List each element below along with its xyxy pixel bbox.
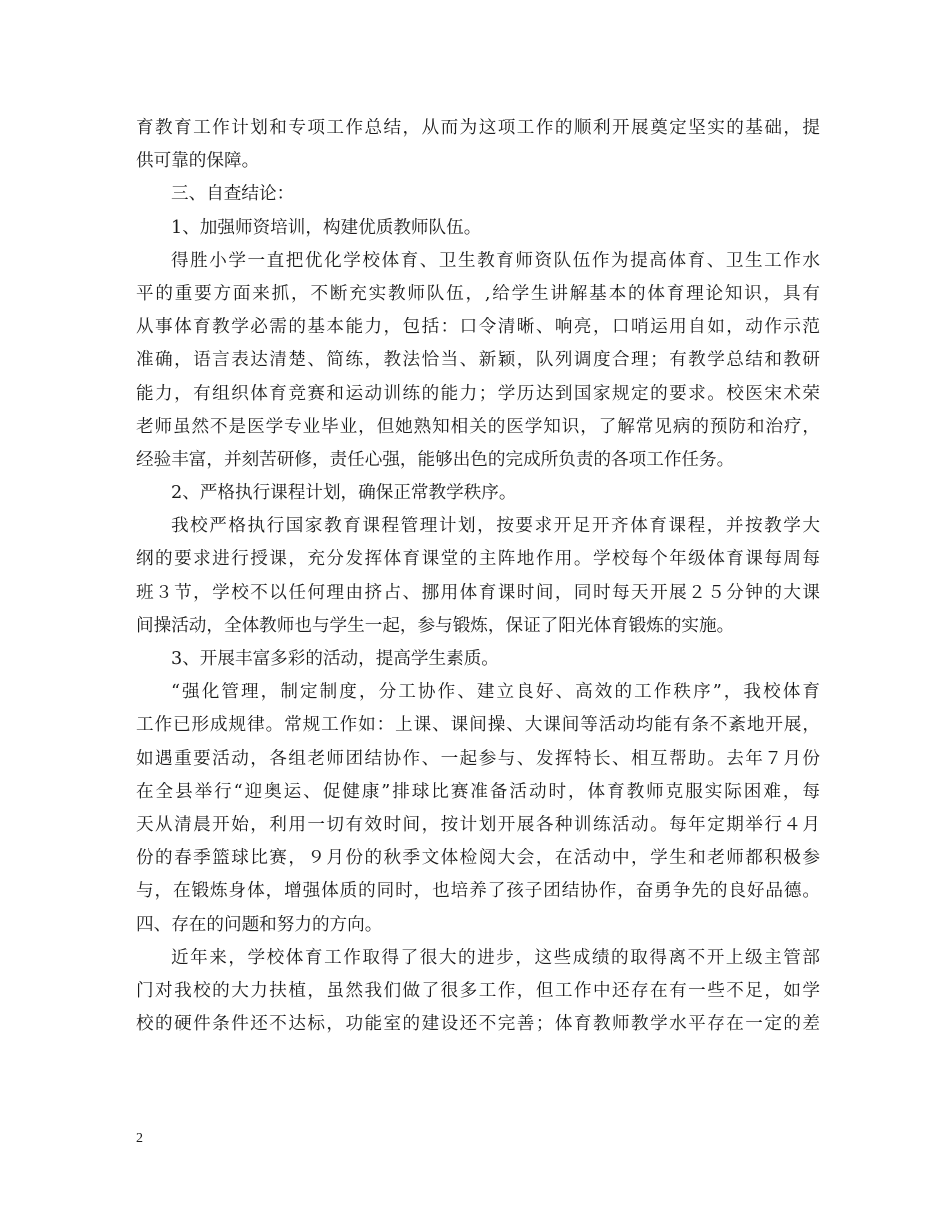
text-line: 三、自查结论： — [171, 184, 295, 205]
text-line: 份的春季篮球比赛，９月份的秋季文体检阅大会，在活动中，学生和老师都积极参 — [136, 848, 820, 869]
text-line: 门对我校的大力扶植，虽然我们做了很多工作，但工作中还存在有一些不足，如学 — [136, 980, 820, 1001]
text-line: 2、严格执行课程计划，确保正常教学秩序。 — [171, 483, 517, 504]
text-line: 间操活动，全体教师也与学生一起，参与锻炼，保证了阳光体育锻炼的实施。 — [136, 615, 735, 636]
text-line: 校的硬件条件还不达标，功能室的建设还不完善；体育教师教学水平存在一定的差 — [136, 1014, 820, 1035]
text-line: 在全县举行“迎奥运、促健康”排球比赛准备活动时，体育教师克服实际困难，每 — [136, 781, 820, 802]
text-line: 纲的要求进行授课，充分发挥体育课堂的主阵地作用。学校每个年级体育课每周每 — [136, 549, 820, 570]
text-line: 四、存在的问题和努力的方向。 — [136, 914, 383, 935]
text-line: 近年来，学校体育工作取得了很大的进步，这些成绩的取得离不开上级主管部 — [171, 947, 820, 968]
page-number: 2 — [136, 1131, 143, 1146]
text-line: 1、加强师资培训，构建优质教师队伍。 — [171, 217, 482, 238]
text-line: 如遇重要活动，各组老师团结协作、一起参与、发挥特长、相互帮助。去年７月份 — [136, 748, 820, 769]
text-line: 3、开展丰富多彩的活动，提高学生素质。 — [171, 649, 499, 669]
text-line: 天从清晨开始，利用一切有效时间，按计划开展各种训练活动。每年定期举行４月 — [136, 814, 820, 835]
text-line: 经验丰富，并刻苦研修，责任心强，能够出色的完成所负责的各项工作任务。 — [136, 449, 735, 470]
text-line: 从事体育教学必需的基本能力，包括：口令清晰、响亮，口哨运用自如，动作示范 — [136, 317, 820, 338]
text-line: 与，在锻炼身体，增强体质的同时，也培养了孩子团结协作，奋勇争先的良好品德。 — [136, 881, 820, 902]
text-line: 平的重要方面来抓，不断充实教师队伍，,给学生讲解基本的体育理论知识，具有 — [136, 283, 820, 304]
text-line: 工作已形成规律。常规工作如：上课、课间操、大课间等活动均能有条不紊地开展， — [136, 715, 820, 736]
text-line: 老师虽然不是医学专业毕业，但她熟知相关的医学知识，了解常见病的预防和治疗， — [136, 416, 820, 437]
text-line: 育教育工作计划和专项工作总结，从而为这项工作的顺利开展奠定坚实的基础，提 — [136, 118, 820, 138]
text-line: 能力，有组织体育竞赛和运动训练的能力；学历达到国家规定的要求。校医宋术荣 — [136, 383, 820, 404]
document-body — [136, 112, 820, 1041]
text-line: 准确，语言表达清楚、简练，教法恰当、新颖，队列调度合理；有教学总结和教研 — [136, 350, 820, 371]
text-line: 得胜小学一直把优化学校体育、卫生教育师资队伍作为提高体育、卫生工作水 — [171, 250, 820, 271]
text-line: 供可靠的保障。 — [136, 151, 260, 172]
text-line: 班３节，学校不以任何理由挤占、挪用体育课时间，同时每天开展２５分钟的大课 — [136, 582, 820, 603]
text-line: “强化管理，制定制度，分工协作、建立良好、高效的工作秩序”，我校体育 — [171, 682, 820, 703]
text-line: 我校严格执行国家教育课程管理计划，按要求开足开齐体育课程，并按教学大 — [171, 516, 820, 537]
